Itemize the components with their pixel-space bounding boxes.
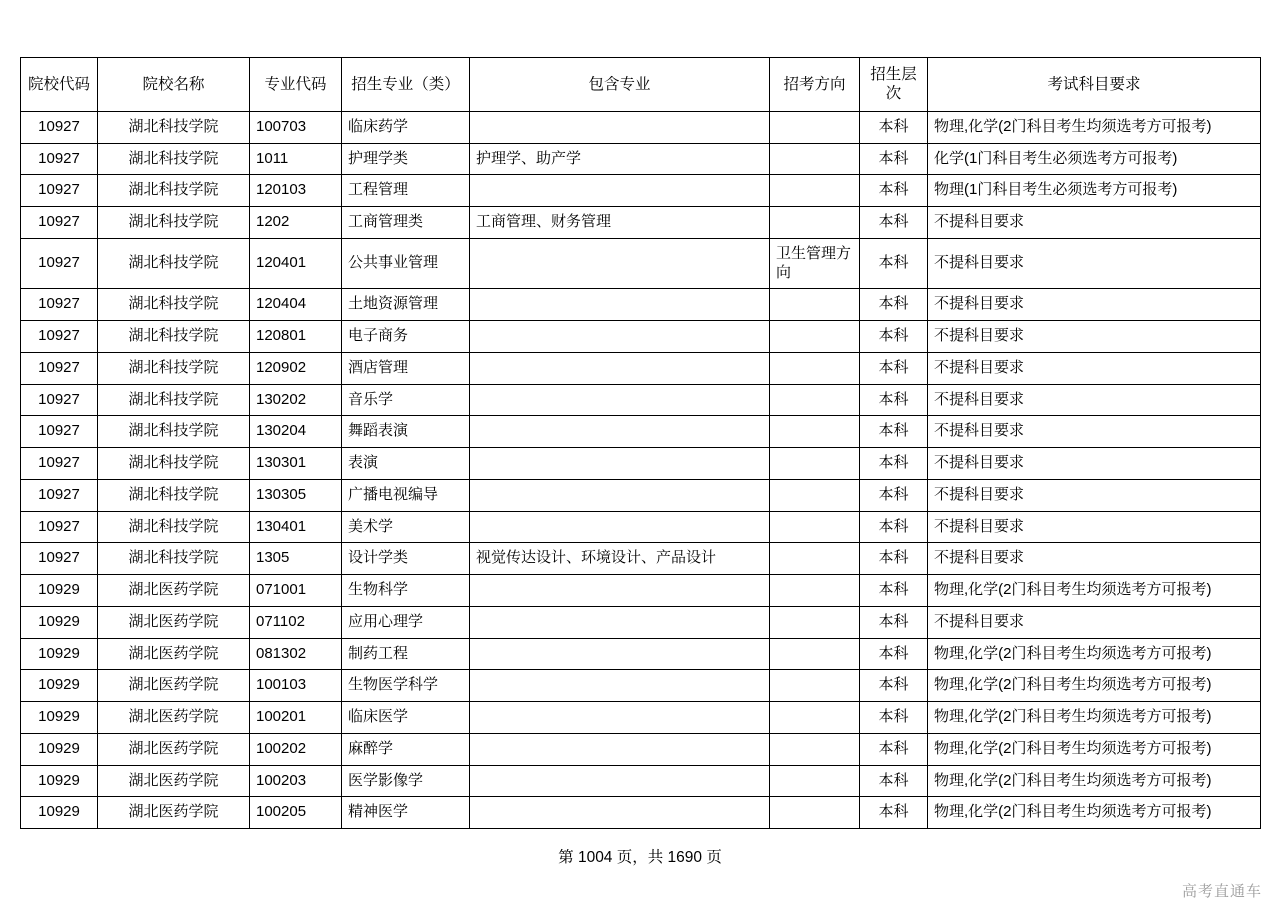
cell-major-code: 120902	[250, 352, 342, 384]
cell-direction: 卫生管理方向	[770, 238, 860, 289]
cell-direction	[770, 765, 860, 797]
cell-school-name: 湖北科技学院	[98, 543, 250, 575]
cell-direction	[770, 702, 860, 734]
cell-school-name: 湖北科技学院	[98, 416, 250, 448]
cell-school-name: 湖北医药学院	[98, 575, 250, 607]
cell-level: 本科	[860, 511, 928, 543]
cell-major-name: 精神医学	[342, 797, 470, 829]
cell-major-code: 100103	[250, 670, 342, 702]
cell-level: 本科	[860, 207, 928, 239]
cell-subject-requirement: 不提科目要求	[928, 543, 1261, 575]
cell-school-name: 湖北医药学院	[98, 702, 250, 734]
cell-school-code: 10929	[21, 702, 98, 734]
cell-school-code: 10927	[21, 111, 98, 143]
cell-level: 本科	[860, 352, 928, 384]
table-header	[21, 58, 1261, 112]
cell-major-code: 120801	[250, 321, 342, 353]
cell-major-code: 081302	[250, 638, 342, 670]
column-header-school-code: 院校代码	[21, 58, 98, 112]
cell-school-code: 10927	[21, 175, 98, 207]
cell-major-code: 100703	[250, 111, 342, 143]
cell-included-majors	[470, 448, 770, 480]
cell-major-name: 音乐学	[342, 384, 470, 416]
cell-school-name: 湖北科技学院	[98, 289, 250, 321]
cell-school-name: 湖北科技学院	[98, 111, 250, 143]
cell-school-name: 湖北科技学院	[98, 175, 250, 207]
cell-major-code: 100203	[250, 765, 342, 797]
cell-major-code: 1202	[250, 207, 342, 239]
cell-school-code: 10927	[21, 511, 98, 543]
cell-subject-requirement: 不提科目要求	[928, 207, 1261, 239]
cell-school-code: 10927	[21, 207, 98, 239]
cell-included-majors	[470, 575, 770, 607]
cell-subject-requirement: 物理,化学(2门科目考生均须选考方可报考)	[928, 638, 1261, 670]
cell-included-majors	[470, 638, 770, 670]
cell-subject-requirement: 物理,化学(2门科目考生均须选考方可报考)	[928, 670, 1261, 702]
page-number-footer: 第 1004 页，共 1690 页	[558, 849, 722, 866]
cell-included-majors	[470, 797, 770, 829]
cell-school-code: 10929	[21, 638, 98, 670]
cell-school-name: 湖北医药学院	[98, 606, 250, 638]
cell-level: 本科	[860, 384, 928, 416]
cell-major-name: 工商管理类	[342, 207, 470, 239]
cell-level: 本科	[860, 543, 928, 575]
cell-subject-requirement: 物理(1门科目考生必须选考方可报考)	[928, 175, 1261, 207]
table-row	[21, 638, 1261, 670]
cell-level: 本科	[860, 416, 928, 448]
table-body	[21, 111, 1261, 828]
cell-included-majors: 护理学、助产学	[470, 143, 770, 175]
cell-subject-requirement: 不提科目要求	[928, 448, 1261, 480]
cell-direction	[770, 143, 860, 175]
cell-school-name: 湖北医药学院	[98, 797, 250, 829]
majors-table	[20, 57, 1261, 829]
cell-direction	[770, 543, 860, 575]
cell-school-code: 10927	[21, 289, 98, 321]
cell-school-name: 湖北科技学院	[98, 238, 250, 289]
table-row	[21, 352, 1261, 384]
cell-direction	[770, 384, 860, 416]
cell-major-name: 电子商务	[342, 321, 470, 353]
cell-direction	[770, 479, 860, 511]
cell-included-majors	[470, 733, 770, 765]
table-row	[21, 479, 1261, 511]
column-header-subject-requirement: 考试科目要求	[928, 58, 1261, 112]
cell-major-code: 130305	[250, 479, 342, 511]
cell-subject-requirement: 物理,化学(2门科目考生均须选考方可报考)	[928, 575, 1261, 607]
column-header-level: 招生层次	[860, 58, 928, 112]
table-row	[21, 238, 1261, 289]
cell-direction	[770, 111, 860, 143]
cell-major-code: 130202	[250, 384, 342, 416]
cell-included-majors	[470, 175, 770, 207]
cell-school-name: 湖北医药学院	[98, 670, 250, 702]
cell-direction	[770, 175, 860, 207]
cell-subject-requirement: 不提科目要求	[928, 352, 1261, 384]
cell-subject-requirement: 不提科目要求	[928, 606, 1261, 638]
cell-direction	[770, 352, 860, 384]
cell-major-name: 土地资源管理	[342, 289, 470, 321]
cell-major-name: 广播电视编导	[342, 479, 470, 511]
cell-major-code: 130401	[250, 511, 342, 543]
cell-included-majors: 视觉传达设计、环境设计、产品设计	[470, 543, 770, 575]
cell-level: 本科	[860, 733, 928, 765]
cell-included-majors	[470, 352, 770, 384]
cell-school-code: 10929	[21, 797, 98, 829]
cell-major-name: 工程管理	[342, 175, 470, 207]
cell-included-majors	[470, 765, 770, 797]
cell-school-code: 10929	[21, 606, 98, 638]
cell-school-name: 湖北科技学院	[98, 207, 250, 239]
cell-included-majors	[470, 238, 770, 289]
cell-school-code: 10927	[21, 321, 98, 353]
cell-level: 本科	[860, 111, 928, 143]
table-row	[21, 289, 1261, 321]
cell-major-code: 120103	[250, 175, 342, 207]
cell-subject-requirement: 物理,化学(2门科目考生均须选考方可报考)	[928, 797, 1261, 829]
cell-subject-requirement: 不提科目要求	[928, 289, 1261, 321]
cell-major-name: 舞蹈表演	[342, 416, 470, 448]
cell-major-name: 应用心理学	[342, 606, 470, 638]
table-row	[21, 448, 1261, 480]
cell-major-name: 生物科学	[342, 575, 470, 607]
cell-level: 本科	[860, 143, 928, 175]
cell-direction	[770, 606, 860, 638]
cell-subject-requirement: 不提科目要求	[928, 238, 1261, 289]
cell-subject-requirement: 物理,化学(2门科目考生均须选考方可报考)	[928, 702, 1261, 734]
cell-level: 本科	[860, 797, 928, 829]
table-row	[21, 416, 1261, 448]
cell-level: 本科	[860, 575, 928, 607]
cell-subject-requirement: 物理,化学(2门科目考生均须选考方可报考)	[928, 733, 1261, 765]
cell-level: 本科	[860, 765, 928, 797]
cell-school-code: 10927	[21, 384, 98, 416]
cell-direction	[770, 289, 860, 321]
cell-school-name: 湖北医药学院	[98, 733, 250, 765]
cell-subject-requirement: 不提科目要求	[928, 321, 1261, 353]
cell-major-name: 表演	[342, 448, 470, 480]
cell-included-majors	[470, 670, 770, 702]
cell-major-name: 临床药学	[342, 111, 470, 143]
cell-subject-requirement: 不提科目要求	[928, 384, 1261, 416]
column-header-major-code: 专业代码	[250, 58, 342, 112]
cell-direction	[770, 321, 860, 353]
cell-subject-requirement: 物理,化学(2门科目考生均须选考方可报考)	[928, 111, 1261, 143]
cell-school-code: 10927	[21, 448, 98, 480]
cell-school-code: 10927	[21, 352, 98, 384]
cell-included-majors: 工商管理、财务管理	[470, 207, 770, 239]
cell-level: 本科	[860, 638, 928, 670]
cell-included-majors	[470, 111, 770, 143]
cell-level: 本科	[860, 702, 928, 734]
cell-level: 本科	[860, 175, 928, 207]
cell-major-name: 医学影像学	[342, 765, 470, 797]
cell-level: 本科	[860, 606, 928, 638]
cell-included-majors	[470, 479, 770, 511]
cell-school-code: 10929	[21, 670, 98, 702]
table-row	[21, 702, 1261, 734]
cell-direction	[770, 511, 860, 543]
cell-direction	[770, 416, 860, 448]
cell-school-name: 湖北科技学院	[98, 511, 250, 543]
table-row	[21, 321, 1261, 353]
cell-level: 本科	[860, 321, 928, 353]
table-row	[21, 175, 1261, 207]
cell-subject-requirement: 不提科目要求	[928, 416, 1261, 448]
cell-school-code: 10927	[21, 238, 98, 289]
cell-major-code: 1011	[250, 143, 342, 175]
table-row	[21, 575, 1261, 607]
cell-school-name: 湖北科技学院	[98, 384, 250, 416]
cell-included-majors	[470, 289, 770, 321]
cell-subject-requirement: 不提科目要求	[928, 479, 1261, 511]
cell-included-majors	[470, 321, 770, 353]
cell-school-code: 10929	[21, 733, 98, 765]
cell-major-code: 100202	[250, 733, 342, 765]
cell-subject-requirement: 化学(1门科目考生必须选考方可报考)	[928, 143, 1261, 175]
cell-school-name: 湖北科技学院	[98, 479, 250, 511]
cell-school-code: 10927	[21, 479, 98, 511]
watermark-label: 高考直通车	[1181, 883, 1262, 900]
table-row	[21, 511, 1261, 543]
cell-level: 本科	[860, 479, 928, 511]
cell-school-code: 10927	[21, 416, 98, 448]
cell-major-name: 美术学	[342, 511, 470, 543]
cell-major-name: 设计学类	[342, 543, 470, 575]
cell-direction	[770, 207, 860, 239]
cell-major-name: 公共事业管理	[342, 238, 470, 289]
cell-direction	[770, 797, 860, 829]
cell-school-name: 湖北科技学院	[98, 321, 250, 353]
cell-major-code: 130204	[250, 416, 342, 448]
cell-school-code: 10927	[21, 543, 98, 575]
cell-major-code: 100201	[250, 702, 342, 734]
cell-major-code: 071001	[250, 575, 342, 607]
column-header-included-majors: 包含专业	[470, 58, 770, 112]
table-row	[21, 797, 1261, 829]
cell-level: 本科	[860, 448, 928, 480]
cell-major-name: 麻醉学	[342, 733, 470, 765]
cell-major-name: 生物医学科学	[342, 670, 470, 702]
table-row	[21, 111, 1261, 143]
cell-level: 本科	[860, 238, 928, 289]
cell-major-code: 100205	[250, 797, 342, 829]
cell-level: 本科	[860, 670, 928, 702]
cell-major-name: 临床医学	[342, 702, 470, 734]
table-header-row	[21, 58, 1261, 112]
table-row	[21, 143, 1261, 175]
cell-direction	[770, 575, 860, 607]
cell-major-name: 制药工程	[342, 638, 470, 670]
cell-school-code: 10929	[21, 575, 98, 607]
cell-level: 本科	[860, 289, 928, 321]
cell-included-majors	[470, 511, 770, 543]
table-row	[21, 543, 1261, 575]
table-row	[21, 207, 1261, 239]
cell-subject-requirement: 物理,化学(2门科目考生均须选考方可报考)	[928, 765, 1261, 797]
cell-direction	[770, 448, 860, 480]
cell-major-name: 护理学类	[342, 143, 470, 175]
column-header-direction: 招考方向	[770, 58, 860, 112]
cell-major-code: 130301	[250, 448, 342, 480]
column-header-school-name: 院校名称	[98, 58, 250, 112]
column-header-major-name: 招生专业（类）	[342, 58, 470, 112]
table-row	[21, 765, 1261, 797]
cell-major-code: 071102	[250, 606, 342, 638]
cell-direction	[770, 670, 860, 702]
cell-major-code: 120404	[250, 289, 342, 321]
cell-included-majors	[470, 384, 770, 416]
table-row	[21, 670, 1261, 702]
table-row	[21, 733, 1261, 765]
cell-included-majors	[470, 606, 770, 638]
cell-school-name: 湖北医药学院	[98, 765, 250, 797]
cell-included-majors	[470, 416, 770, 448]
cell-school-code: 10929	[21, 765, 98, 797]
cell-direction	[770, 638, 860, 670]
table-row	[21, 384, 1261, 416]
cell-direction	[770, 733, 860, 765]
cell-subject-requirement: 不提科目要求	[928, 511, 1261, 543]
cell-school-code: 10927	[21, 143, 98, 175]
table-row	[21, 606, 1261, 638]
cell-major-code: 1305	[250, 543, 342, 575]
cell-major-name: 酒店管理	[342, 352, 470, 384]
cell-school-name: 湖北医药学院	[98, 638, 250, 670]
cell-school-name: 湖北科技学院	[98, 448, 250, 480]
cell-included-majors	[470, 702, 770, 734]
cell-school-name: 湖北科技学院	[98, 143, 250, 175]
cell-major-code: 120401	[250, 238, 342, 289]
cell-school-name: 湖北科技学院	[98, 352, 250, 384]
